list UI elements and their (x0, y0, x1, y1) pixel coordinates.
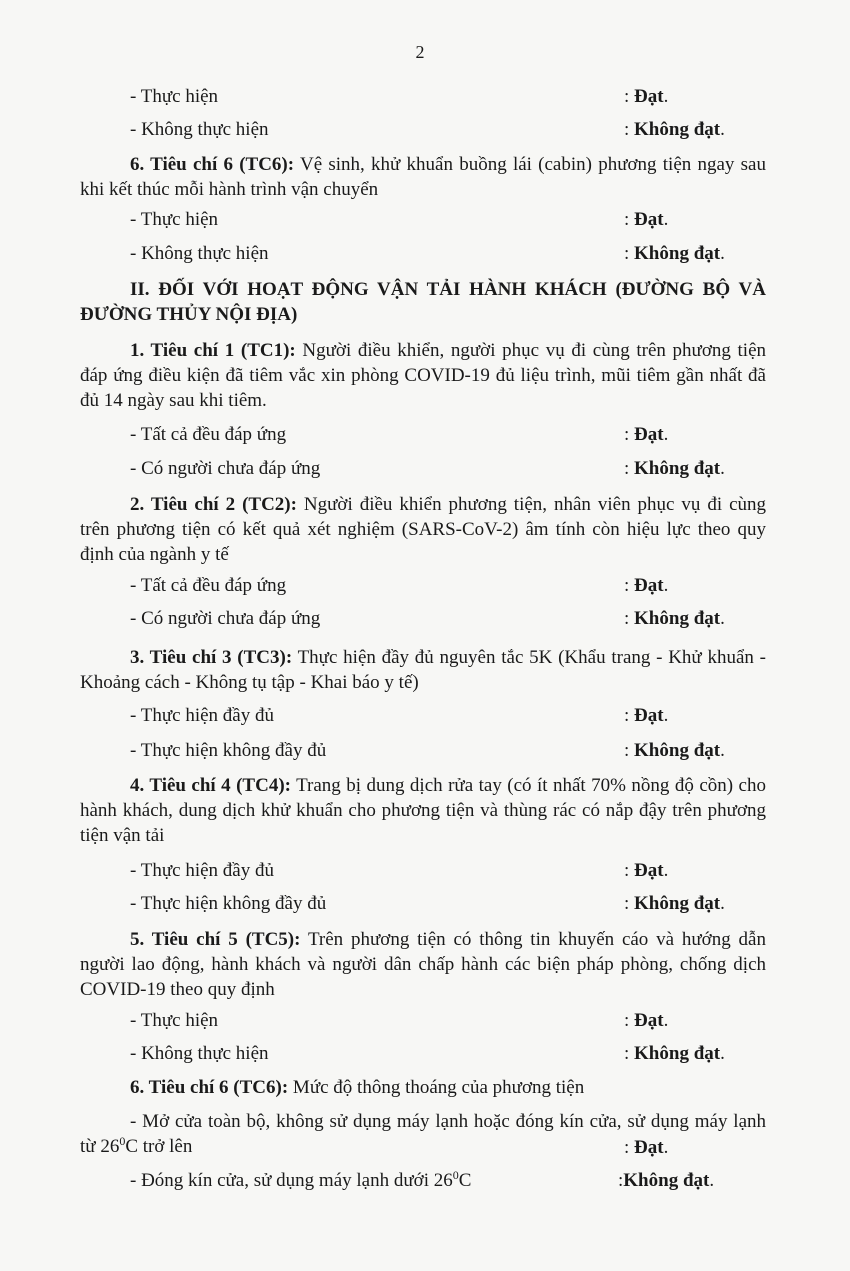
criterion-number: 4. Tiêu chí 4 (TC4): (130, 775, 291, 796)
option-label: - Thực hiện đầy đủ (130, 860, 274, 881)
option-label: - Thực hiện đầy đủ (130, 705, 274, 726)
option-result: : Đạt. (624, 575, 669, 596)
option-label: - Thực hiện (130, 1010, 219, 1031)
option-result: : Không đạt. (624, 893, 725, 914)
option-label: - Thực hiện không đầy đủ (130, 740, 327, 761)
option-result: : Đạt. (624, 1010, 669, 1031)
option-label: - Đóng kín cửa, sử dụng máy lạnh dưới $26^0C$ (130, 1168, 472, 1191)
criterion-number: 2. Tiêu chí 2 (TC2): (130, 494, 297, 515)
option-label: - Thực hiện (130, 209, 219, 230)
option-result: : Đạt. (624, 1137, 669, 1158)
option-result: : Đạt. (624, 86, 669, 107)
option-label: - Có người chưa đáp ứng (130, 458, 321, 479)
page-number: 2 (415, 42, 425, 62)
criterion-text: Thực hiện đầy đủ nguyên tắc 5K (Khẩu trang - Khử khuẩn - Khoảng cách - Không tụ tập - Khai báo y tế) (80, 647, 766, 693)
option-result: : Không đạt. (624, 243, 725, 264)
section-heading: II. ĐỐI VỚI HOẠT ĐỘNG VẬN TẢI HÀNH KHÁCH (ĐƯỜNG BỘ VÀ ĐƯỜNG THỦY NỘI ĐỊA) (80, 279, 766, 325)
criterion-paragraph (80, 1075, 766, 1100)
option-label: - Không thực hiện (130, 1043, 269, 1064)
criterion-text: Mức độ thông thoáng của phương tiện (292, 1077, 585, 1098)
criterion-number: 3. Tiêu chí 3 (TC3): (130, 647, 293, 668)
criterion-paragraph (80, 492, 766, 567)
criterion-paragraph (80, 645, 766, 695)
option-result: : Đạt. (624, 860, 669, 881)
option-label: - Tất cả đều đáp ứng (130, 424, 287, 445)
option-label: - Thực hiện (130, 86, 219, 107)
option-label: - Không thực hiện (130, 119, 269, 140)
criterion-paragraph (80, 338, 766, 413)
criterion-paragraph (80, 927, 766, 1002)
criterion-text: Người điều khiển phương tiện, nhân viên phục vụ đi cùng trên phương tiện có kết quả xét nghiệm (SARS-CoV-2) âm tính còn hiệu lực theo quy định của ngành y tế (80, 494, 766, 565)
criterion-text: Vệ sinh, khử khuẩn buồng lái (cabin) phương tiện ngay sau khi kết thúc mỗi hành trình vận chuyển (80, 154, 766, 200)
option-result: :Không đạt. (618, 1170, 715, 1191)
option-paragraph: - Mở cửa toàn bộ, không sử dụng máy lạnh hoặc đóng kín cửa, sử dụng máy lạnh từ $26^0C$ trở lên (80, 1111, 766, 1157)
criterion-number: 5. Tiêu chí 5 (TC5): (130, 929, 301, 950)
option-result: : Không đạt. (624, 1043, 725, 1064)
criterion-paragraph (80, 152, 766, 202)
criterion-number: 6. Tiêu chí 6 (TC6): (130, 154, 295, 175)
criterion-paragraph (80, 773, 766, 848)
option-result: : Không đạt. (624, 740, 725, 761)
criterion-number: 1. Tiêu chí 1 (TC1): (130, 340, 296, 361)
criterion-number: 6. Tiêu chí 6 (TC6): (130, 1077, 289, 1098)
option-result: : Không đạt. (624, 608, 725, 629)
option-label: - Có người chưa đáp ứng (130, 608, 321, 629)
criterion-text: Trang bị dung dịch rửa tay (có ít nhất 70% nồng độ cồn) cho hành khách, dung dịch khử khuẩn cho phương tiện và thùng rác có nắp đậy trên phương tiện vận tải (80, 775, 766, 846)
option-result: : Đạt. (624, 209, 669, 230)
criterion-text: Trên phương tiện có thông tin khuyến cáo và hướng dẫn người lao động, hành khách và người dân chấp hành các biện pháp phòng, chống dịch COVID-19 theo quy định (80, 929, 766, 1000)
option-label: - Tất cả đều đáp ứng (130, 575, 287, 596)
option-result: : Đạt. (624, 705, 669, 726)
option-result: : Không đạt. (624, 458, 725, 479)
option-label: - Không thực hiện (130, 243, 269, 264)
option-label: - Thực hiện không đầy đủ (130, 893, 327, 914)
option-result: : Đạt. (624, 424, 669, 445)
criterion-text: Người điều khiển, người phục vụ đi cùng trên phương tiện đáp ứng điều kiện đã tiêm vắc xin phòng COVID-19 đủ liệu trình, mũi tiêm gần nhất đã đủ 14 ngày sau khi tiêm. (80, 340, 767, 411)
option-result: : Không đạt. (624, 119, 725, 140)
